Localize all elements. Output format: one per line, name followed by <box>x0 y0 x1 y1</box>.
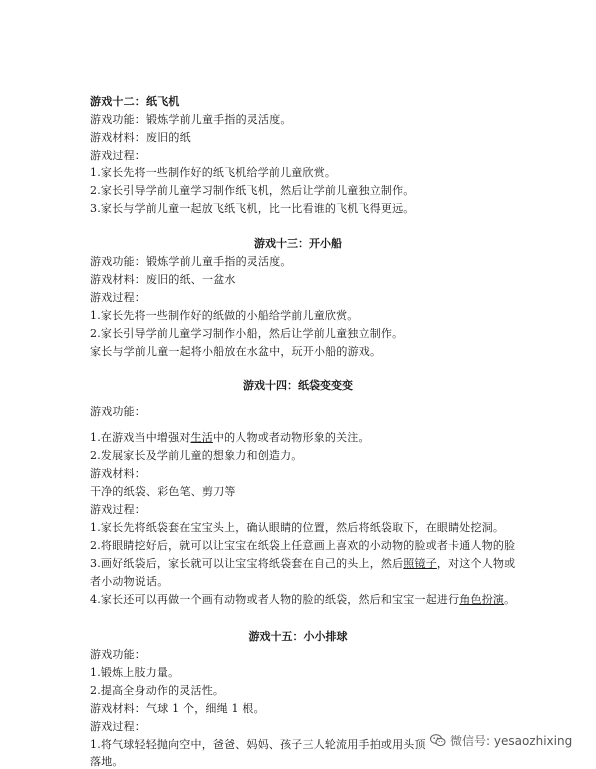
game12-process-label: 游戏过程： <box>90 149 146 162</box>
watermark-text: 微信号: yesaozhixing <box>450 734 573 748</box>
game12-title: 游戏十二：纸飞机 <box>90 95 180 108</box>
game15-process-label: 游戏过程： <box>90 720 146 733</box>
game14-function-item-2: 2.发展家长及学前儿童的想象力和创造力。 <box>90 449 303 462</box>
game14-step-1: 1.家长先将纸袋套在宝宝头上，确认眼睛的位置，然后将纸袋取下，在眼睛处挖洞。 <box>90 521 505 534</box>
hyperlink-life[interactable]: 生活 <box>190 431 213 444</box>
game14-materials-label: 游戏材料： <box>90 467 146 480</box>
game14-function-label: 游戏功能： <box>90 405 146 418</box>
game14-materials: 干净的纸袋、彩色笔、剪刀等 <box>90 485 236 498</box>
game14-process-label: 游戏过程： <box>90 503 146 516</box>
wechat-icon <box>430 734 446 747</box>
game13-title: 游戏十三：开小船 <box>254 237 342 250</box>
wechat-watermark <box>430 732 572 749</box>
game15-title: 游戏十五：小小排球 <box>248 630 348 643</box>
game15-materials: 游戏材料：气球 1 个，细绳 1 根。 <box>90 702 265 715</box>
game14-step-2: 2.将眼睛挖好后，就可以让宝宝在纸袋上任意画上喜欢的小动物的脸或者卡通人物的脸 <box>90 539 516 552</box>
game15-step-1-cont: 落地。 <box>90 755 124 768</box>
game15-function-label: 游戏功能： <box>90 648 146 661</box>
game15-step-1: 1.将气球轻轻抛向空中，爸爸、妈妈、孩子三人轮流用手拍或用头顶 <box>90 738 426 751</box>
game13-materials: 游戏材料：废旧的纸、一盆水 <box>90 273 236 286</box>
game14-step-3: 3.画好纸袋后，家长就可以让宝宝将纸袋套在自己的头上，然后照镜子，对这个人物或 <box>90 557 516 570</box>
game13-step-3: 家长与学前儿童一起将小船放在水盆中，玩开小船的游戏。 <box>90 345 382 358</box>
game14-step-4: 4.家长还可以再做一个画有动物或者人物的脸的纸袋，然后和宝宝一起进行角色扮演。 <box>90 593 516 606</box>
game13-process-label: 游戏过程： <box>90 291 146 304</box>
game12-step-3: 3.家长与学前儿童一起放飞纸飞机，比一比看谁的飞机飞得更远。 <box>90 202 415 215</box>
hyperlink-role-play[interactable]: 角色扮演 <box>459 593 505 606</box>
game13-step-2: 2.家长引导学前儿童学习制作小船，然后让学前儿童独立制作。 <box>90 327 404 340</box>
game12-step-2: 2.家长引导学前儿童学习制作纸飞机，然后让学前儿童独立制作。 <box>90 184 415 197</box>
game12-function: 游戏功能：锻炼学前儿童手指的灵活度。 <box>90 113 292 126</box>
game15-function-item-1: 1.锻炼上肢力量。 <box>90 666 180 679</box>
hyperlink-mirror[interactable]: 照镜子 <box>403 557 437 570</box>
game12-materials: 游戏材料：废旧的纸 <box>90 131 191 144</box>
game14-step-3-cont: 者小动物说话。 <box>90 575 169 588</box>
game15-function-item-2: 2.提高全身动作的灵活性。 <box>90 684 225 697</box>
game14-title: 游戏十四：纸袋变变变 <box>243 379 353 392</box>
game12-step-1: 1.家长先将一些制作好的纸飞机给学前儿童欣赏。 <box>90 166 337 179</box>
game13-step-1: 1.家长先将一些制作好的纸做的小船给学前儿童欣赏。 <box>90 309 359 322</box>
game13-function: 游戏功能：锻炼学前儿童手指的灵活度。 <box>90 255 292 268</box>
game14-function-item-1: 1.在游戏当中增强对生活中的人物或者动物形象的关注。 <box>90 431 370 444</box>
